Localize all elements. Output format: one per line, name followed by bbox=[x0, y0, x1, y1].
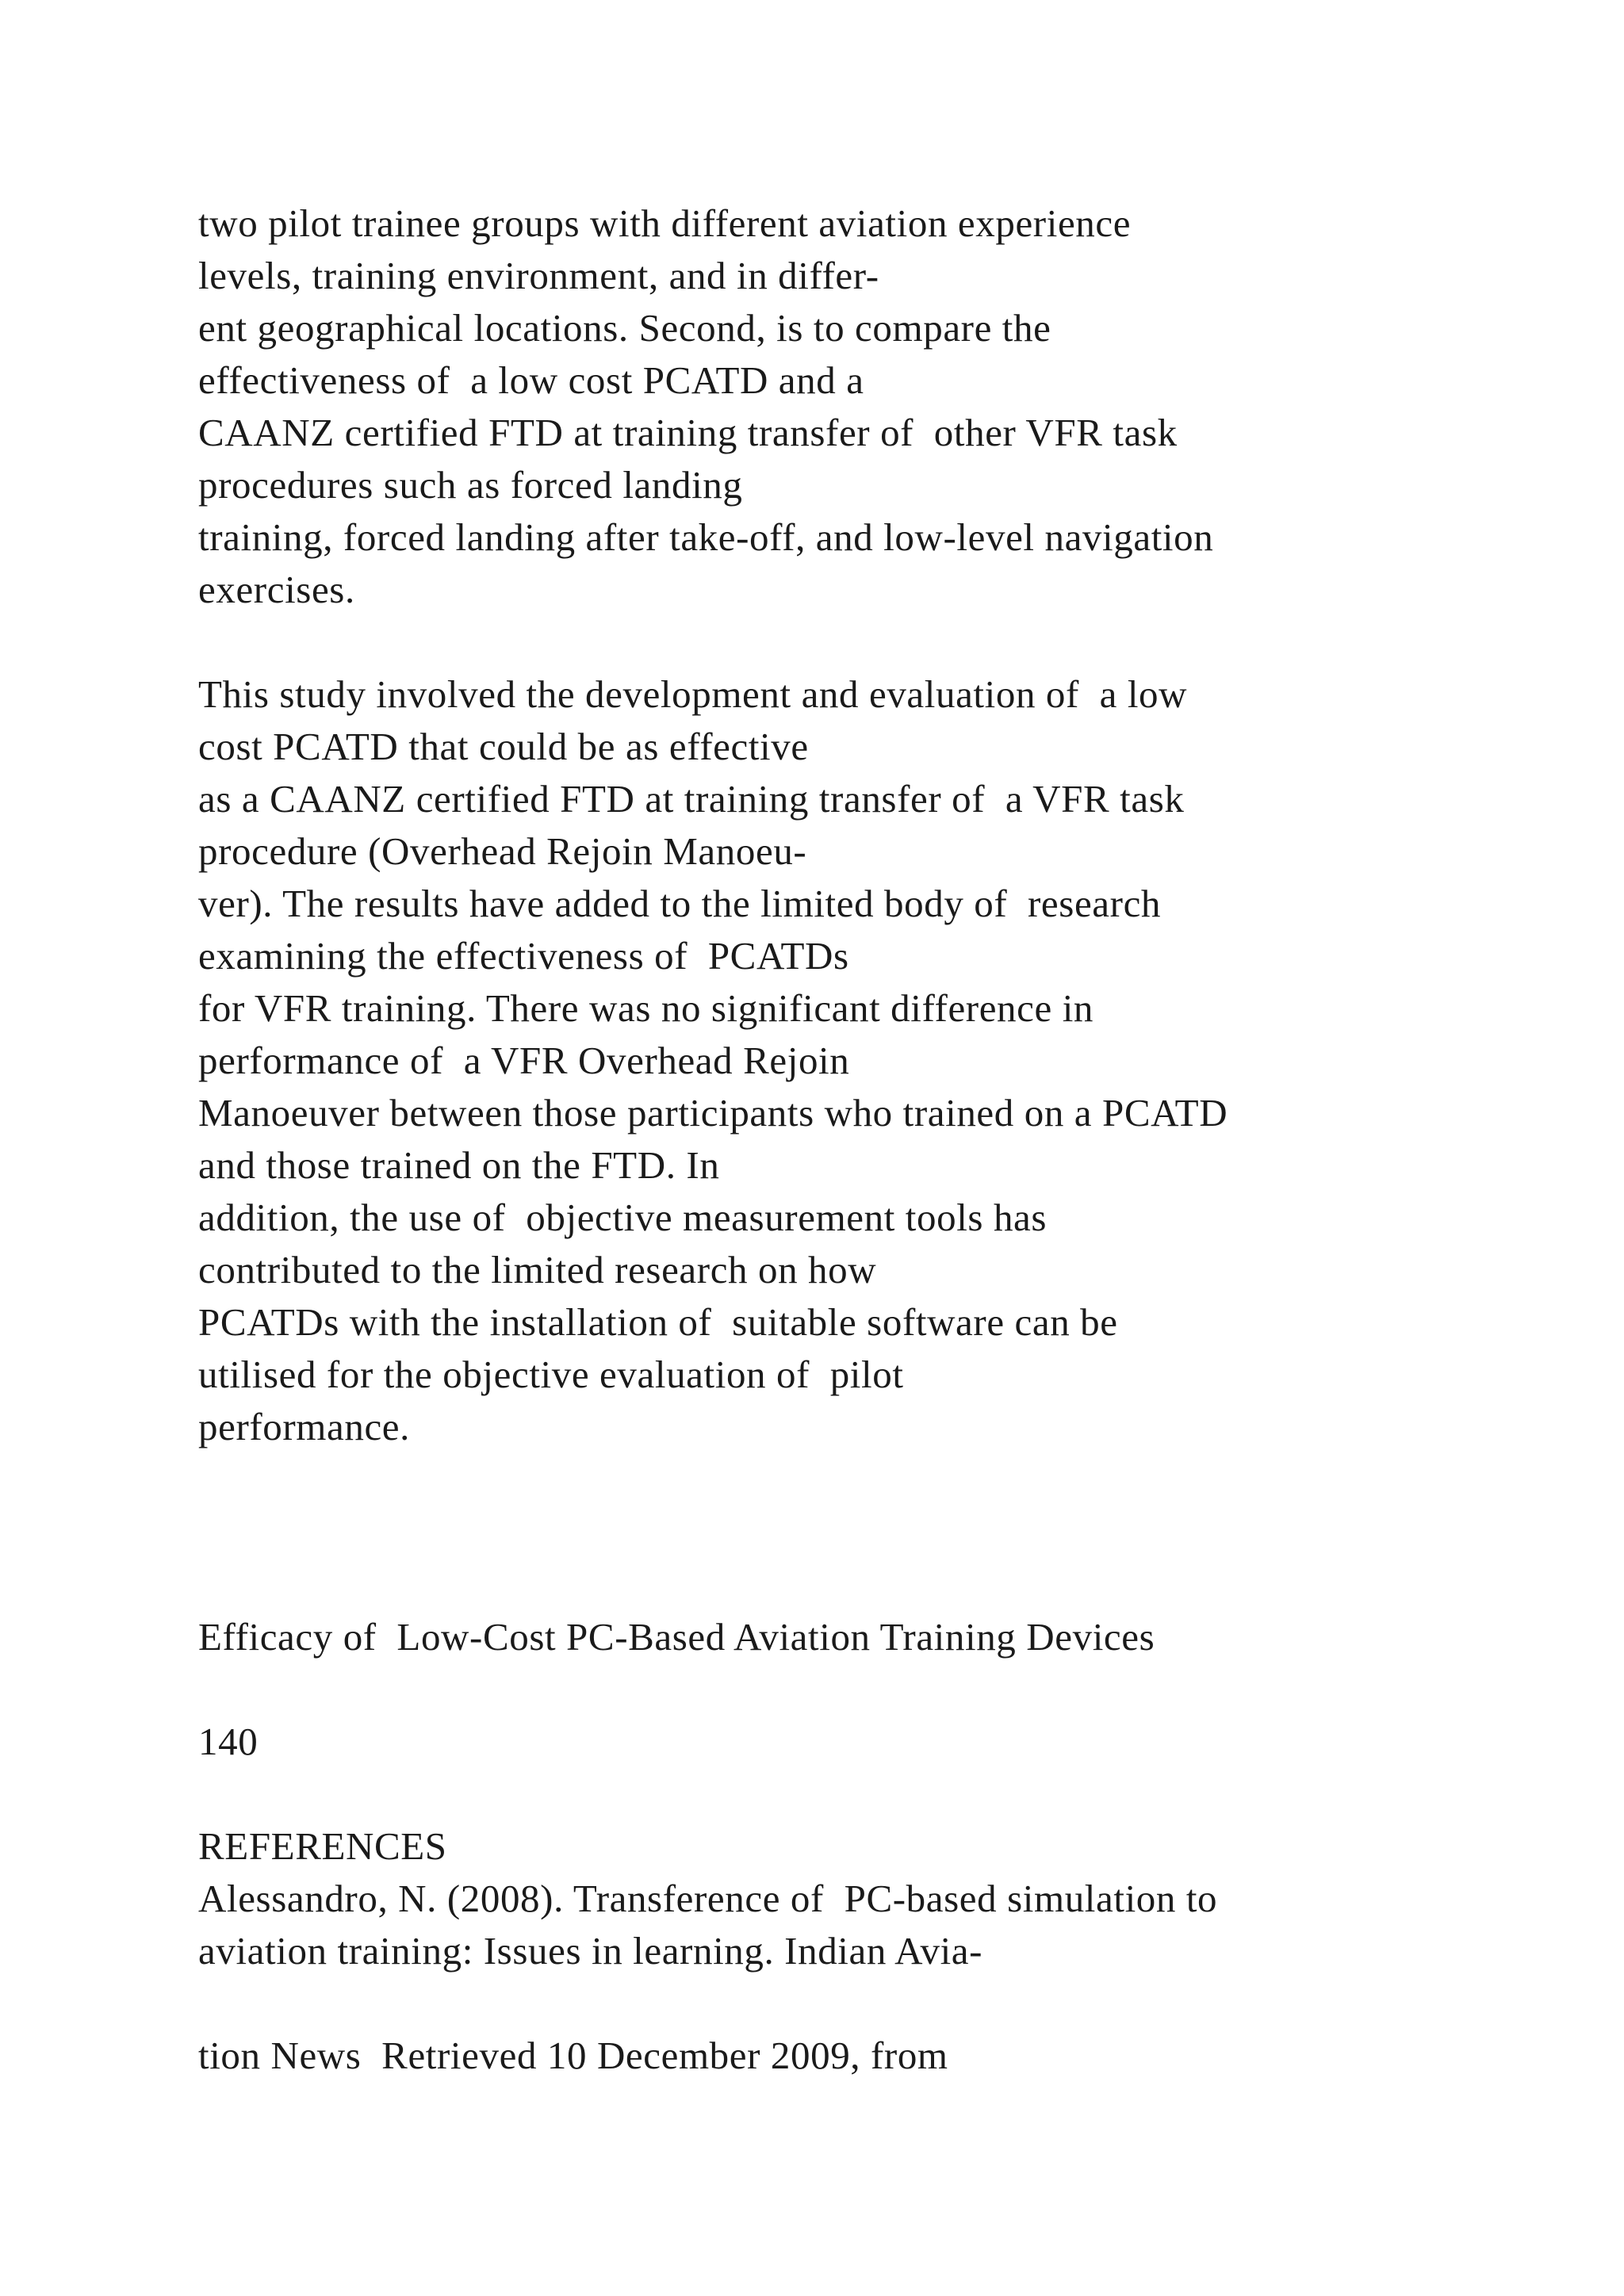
text-line: CAANZ certified FTD at training transfer of other VFR task bbox=[198, 411, 1178, 454]
text-line: addition, the use of objective measurement tools has bbox=[198, 1196, 1048, 1239]
text-line: training, forced landing after take-off, and low-level navigation bbox=[198, 515, 1214, 559]
text-line: effectiveness of a low cost PCATD and a bbox=[198, 358, 864, 402]
text-line: levels, training environment, and in differ- bbox=[198, 254, 879, 297]
text-line: procedures such as forced landing bbox=[198, 463, 743, 507]
text-line: utilised for the objective evaluation of pilot bbox=[198, 1353, 904, 1396]
text-line: procedure (Overhead Rejoin Manoeu- bbox=[198, 829, 807, 873]
running-title: Efficacy of Low-Cost PC-Based Aviation Training Devices bbox=[198, 1615, 1155, 1659]
text-line: This study involved the development and evaluation of a low bbox=[198, 672, 1188, 716]
references-heading: REFERENCES bbox=[198, 1824, 447, 1868]
text-line: performance. bbox=[198, 1405, 411, 1448]
text-line: ver). The results have added to the limited body of research bbox=[198, 882, 1162, 925]
text-line: exercises. bbox=[198, 568, 355, 611]
reference-line: aviation training: Issues in learning. Indian Avia- bbox=[198, 1929, 983, 1973]
text-line: examining the effectiveness of PCATDs bbox=[198, 934, 849, 978]
text-line: contributed to the limited research on how bbox=[198, 1248, 877, 1292]
reference-line: tion News Retrieved 10 December 2009, from bbox=[198, 2034, 948, 2077]
reference-line: Alessandro, N. (2008). Transference of PC-based simulation to bbox=[198, 1877, 1218, 1920]
text-line: two pilot trainee groups with different aviation experience bbox=[198, 201, 1132, 245]
text-line: Manoeuver between those participants who trained on a PCATD bbox=[198, 1091, 1228, 1135]
text-line: cost PCATD that could be as effective bbox=[198, 725, 809, 768]
text-line: for VFR training. There was no significant difference in bbox=[198, 986, 1094, 1030]
text-line: as a CAANZ certified FTD at training transfer of a VFR task bbox=[198, 777, 1185, 821]
text-line: and those trained on the FTD. In bbox=[198, 1143, 720, 1187]
text-line: ent geographical locations. Second, is to compare the bbox=[198, 306, 1051, 350]
page-number: 140 bbox=[198, 1720, 259, 1763]
text-line: performance of a VFR Overhead Rejoin bbox=[198, 1039, 850, 1082]
text-line: PCATDs with the installation of suitable software can be bbox=[198, 1300, 1118, 1344]
